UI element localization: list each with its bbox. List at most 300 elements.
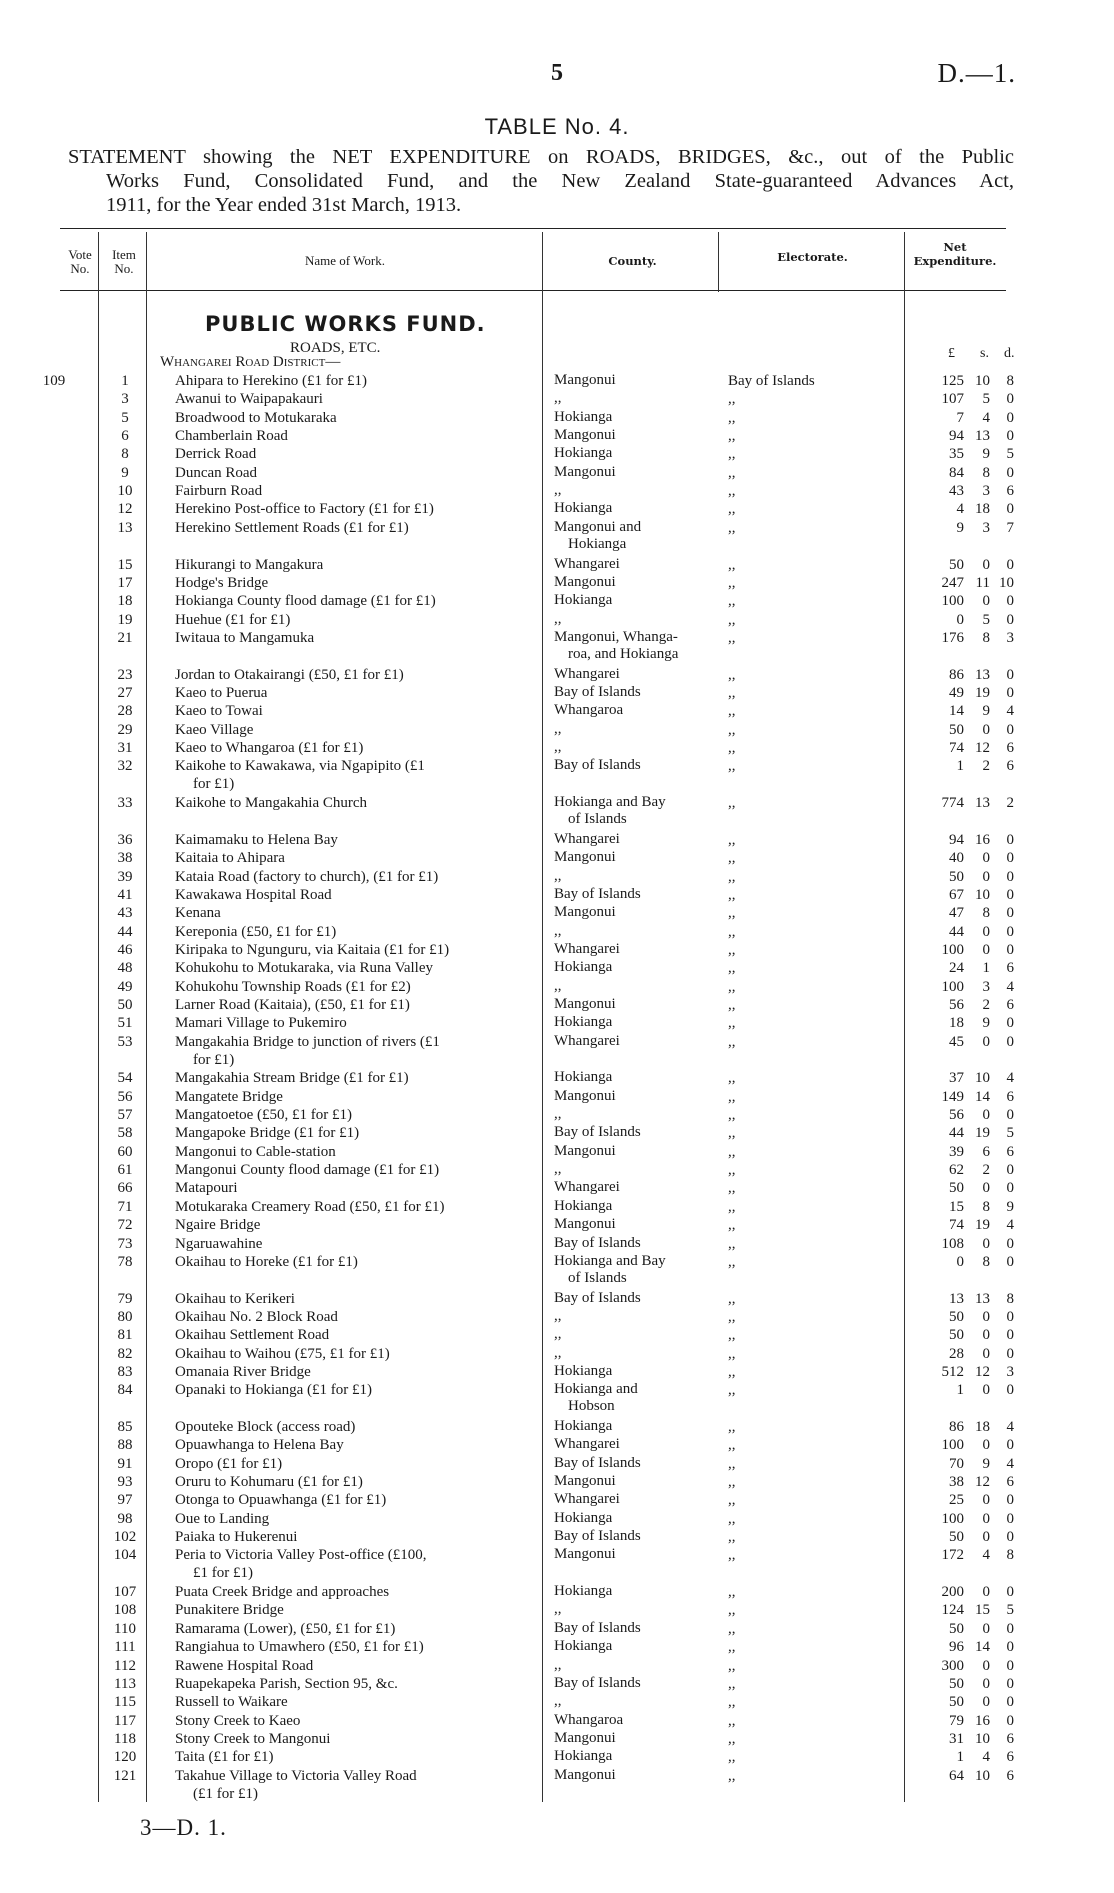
- shillings-value: 5: [982, 611, 990, 628]
- county: [554, 1638, 714, 1655]
- county: [554, 904, 714, 921]
- pence-value: 0: [1006, 1529, 1014, 1545]
- county-text: Bay of Islands: [554, 757, 641, 774]
- county: [554, 757, 714, 774]
- pence-value: 5: [1006, 1602, 1014, 1619]
- pounds-value: 74: [949, 1217, 964, 1234]
- work-name-text: Okaihau No. 2 Block Road: [175, 1308, 338, 1325]
- item-number: 112: [114, 1657, 136, 1674]
- shillings-value: 4: [982, 409, 990, 426]
- pounds-value: 247: [941, 574, 964, 591]
- county-text: Bay of Islands: [554, 684, 641, 700]
- item-number: 54: [117, 1070, 133, 1087]
- pence-value: 0: [1006, 501, 1014, 518]
- pence-value: 5: [1006, 1125, 1014, 1142]
- pounds-value: 24: [949, 960, 964, 977]
- item-number: 91: [117, 1455, 133, 1472]
- item-number: 31: [117, 740, 133, 756]
- item-number: 39: [117, 868, 133, 885]
- county-text: Hokianga: [554, 1014, 613, 1031]
- shillings-value: 0: [982, 1620, 990, 1637]
- county: [554, 1528, 714, 1545]
- item-number: 80: [117, 1308, 133, 1325]
- electorate: ,,: [728, 1694, 736, 1711]
- pence-value: 0: [1006, 666, 1014, 683]
- county: [554, 1308, 714, 1325]
- pounds-value: 70: [949, 1455, 964, 1472]
- county: [554, 592, 714, 609]
- shillings-value: 9: [982, 703, 990, 720]
- item-number: 33: [117, 795, 133, 812]
- shillings-value: 2: [982, 1162, 990, 1179]
- electorate: ,,: [728, 721, 736, 738]
- electorate: ,,: [728, 629, 736, 646]
- pounds-value: 44: [949, 923, 964, 940]
- electorate: ,,: [728, 556, 736, 573]
- item-number: 78: [117, 1253, 133, 1270]
- work-name-text: Derrick Road: [175, 446, 257, 463]
- table-body: [0, 300, 1114, 1810]
- county: [554, 500, 714, 517]
- county-text: ,,: [554, 1106, 562, 1122]
- pence-value: 0: [1006, 428, 1014, 444]
- work-name: [175, 1216, 535, 1234]
- work-name: [175, 1161, 535, 1179]
- pence-value: 0: [1006, 850, 1014, 867]
- pounds-value: 50: [949, 1529, 964, 1545]
- pounds-value: 124: [941, 1602, 964, 1619]
- pounds-value: 47: [949, 905, 964, 922]
- work-name: [175, 1290, 535, 1308]
- pence-value: 0: [1006, 1382, 1014, 1399]
- work-name-text: Hikurangi to Mangakura: [175, 556, 324, 573]
- pounds-value: 108: [941, 1235, 964, 1252]
- item-number: 48: [117, 960, 133, 977]
- electorate: ,,: [728, 1437, 736, 1454]
- pounds-value: 50: [949, 1675, 964, 1692]
- pence-value: 0: [1006, 464, 1014, 481]
- item-number: 53: [117, 1033, 133, 1050]
- work-name: [175, 996, 535, 1014]
- electorate: ,,: [728, 740, 736, 756]
- item-number: 9: [121, 464, 129, 481]
- column-header-county: County.: [608, 254, 657, 268]
- pence-value: 4: [1006, 1455, 1014, 1472]
- county: [554, 886, 714, 903]
- county-text: Hokianga: [554, 1509, 613, 1526]
- county: [554, 556, 714, 573]
- county-text: Mangonui: [554, 372, 616, 388]
- item-number: 83: [117, 1363, 133, 1380]
- electorate: ,,: [728, 795, 736, 812]
- shillings-value: 3: [982, 483, 990, 500]
- work-name: [175, 1106, 535, 1124]
- county-text: ,,: [554, 922, 562, 939]
- item-number: 61: [117, 1162, 133, 1179]
- work-name: [175, 1583, 535, 1601]
- item-number: 28: [117, 703, 133, 720]
- work-name-text: Oue to Landing: [175, 1510, 270, 1527]
- item-number: 117: [114, 1712, 136, 1729]
- pounds-value: 50: [949, 1180, 964, 1197]
- item-number: 82: [117, 1345, 133, 1362]
- pence-value: 0: [1006, 556, 1014, 573]
- document-reference: D.—1.: [937, 58, 1016, 88]
- work-name: [175, 1143, 535, 1161]
- item-number: 51: [117, 1015, 133, 1032]
- shillings-value: 0: [982, 868, 990, 885]
- item-number: 15: [117, 556, 133, 573]
- work-name-text: Oropo (£1 for £1): [175, 1455, 283, 1472]
- electorate: ,,: [728, 1455, 736, 1472]
- shillings-value: 10: [975, 373, 990, 389]
- pounds-value: 43: [949, 483, 964, 500]
- pounds-value: 100: [941, 1510, 964, 1527]
- work-name-text: Mangakahia Stream Bridge (£1 for £1): [175, 1070, 409, 1087]
- county: [554, 1326, 714, 1343]
- work-name-text: Taita (£1 for £1): [175, 1749, 274, 1766]
- item-number: 88: [117, 1437, 133, 1454]
- pence-value: 3: [1006, 629, 1014, 646]
- county-text: Bay of Islands: [554, 1124, 641, 1141]
- county: [554, 1124, 714, 1141]
- electorate: ,,: [728, 1217, 736, 1234]
- shillings-value: 3: [982, 519, 990, 536]
- work-name: [175, 574, 535, 592]
- work-name-text: Ngaruawahine: [175, 1235, 263, 1252]
- item-number: 85: [117, 1419, 133, 1435]
- work-name-text: Motukaraka Creamery Road (£50, £1 for £1): [175, 1198, 445, 1215]
- county: [554, 1198, 714, 1215]
- column-header-vote: Vote No.: [68, 247, 92, 276]
- county-text: Mangonui and: [554, 518, 642, 535]
- shillings-value: 0: [982, 556, 990, 573]
- work-name-text: Kaikohe to Mangakahia Church: [175, 795, 368, 812]
- county: [554, 1088, 714, 1105]
- shillings-value: 9: [982, 446, 990, 463]
- pounds-value: 86: [949, 666, 964, 683]
- item-number: 38: [117, 850, 133, 867]
- pence-value: 0: [1006, 1639, 1014, 1656]
- section-title: PUBLIC WORKS FUND.: [205, 312, 486, 336]
- pence-value: 0: [1006, 905, 1014, 922]
- work-name: [175, 556, 535, 574]
- county: [554, 1436, 714, 1453]
- pence-value: 0: [1006, 868, 1014, 885]
- work-name-text: Okaihau Settlement Road: [175, 1327, 330, 1344]
- pounds-value: 50: [949, 556, 964, 573]
- work-name: [175, 1033, 535, 1069]
- work-name: [175, 1198, 535, 1216]
- column-header-item: Item No.: [112, 247, 136, 276]
- pounds-value: 7: [956, 409, 964, 426]
- pence-value: 0: [1006, 1657, 1014, 1674]
- work-name-text: Stony Creek to Kaeo: [175, 1712, 301, 1729]
- county: [554, 1601, 714, 1618]
- work-name: [175, 1418, 535, 1436]
- county-text: ,,: [554, 1307, 562, 1324]
- county: [554, 629, 714, 663]
- county-continuation: roa, and Hokianga: [568, 645, 679, 662]
- county-text: Whangarei: [554, 665, 620, 682]
- electorate: ,,: [728, 1345, 736, 1362]
- electorate: ,,: [728, 611, 736, 628]
- work-name-text: Opouteke Block (access road): [175, 1419, 356, 1435]
- work-name-text: Kaeo to Towai: [175, 703, 263, 720]
- item-number: 36: [117, 831, 133, 848]
- item-number: 41: [117, 886, 133, 903]
- pounds-value: 50: [949, 1694, 964, 1711]
- pounds-value: 37: [949, 1070, 964, 1087]
- electorate: ,,: [728, 1547, 736, 1564]
- county: [554, 1712, 714, 1729]
- shillings-value: 13: [975, 666, 990, 683]
- pounds-value: 1: [956, 1749, 964, 1766]
- work-name: [175, 1620, 535, 1638]
- item-number: 72: [117, 1217, 133, 1234]
- work-name-text: Mangonui County flood damage (£1 for £1): [175, 1162, 440, 1179]
- county: [554, 831, 714, 848]
- work-name-continuation: (£1 for £1): [193, 1785, 258, 1802]
- shillings-value: 0: [982, 1345, 990, 1362]
- item-number: 93: [117, 1474, 133, 1490]
- work-name: [175, 831, 535, 849]
- pence-value: 6: [1006, 996, 1014, 1013]
- work-name: [175, 1748, 535, 1766]
- shillings-value: 0: [982, 1107, 990, 1123]
- item-number: 60: [117, 1143, 133, 1160]
- pence-value: 7: [1006, 519, 1014, 536]
- shillings-value: 16: [975, 1712, 990, 1729]
- electorate: ,,: [728, 923, 736, 940]
- work-name-text: Oruru to Kohumaru (£1 for £1): [175, 1474, 363, 1490]
- pounds-value: 18: [949, 1015, 964, 1032]
- pounds-value: 4: [956, 501, 964, 518]
- pence-value: 8: [1006, 373, 1014, 389]
- pence-value: 6: [1006, 1088, 1014, 1105]
- pence-value: 0: [1006, 1308, 1014, 1325]
- shillings-value: 13: [975, 795, 990, 812]
- county-text: Mangonui: [554, 1729, 616, 1746]
- statement-line-3: 1911, for the Year ended 31st March, 1913.: [106, 194, 462, 216]
- work-name-text: Jordan to Otakairangi (£50, £1 for £1): [175, 666, 404, 683]
- pounds-value: 774: [941, 795, 964, 812]
- pounds-value: 512: [941, 1363, 964, 1380]
- item-number: 121: [113, 1767, 137, 1784]
- electorate: ,,: [728, 1198, 736, 1215]
- work-name-text: Huehue (£1 for £1): [175, 611, 291, 628]
- shillings-value: 8: [982, 464, 990, 481]
- shillings-value: 12: [975, 1363, 990, 1380]
- pence-value: 4: [1006, 703, 1014, 720]
- electorate: ,,: [728, 1162, 736, 1179]
- county: [554, 1290, 714, 1307]
- work-name: [175, 445, 535, 463]
- shillings-value: 15: [975, 1602, 990, 1619]
- county-text: Whangaroa: [554, 702, 624, 719]
- electorate: ,,: [728, 1730, 736, 1747]
- county: [554, 427, 714, 444]
- shillings-value: 0: [982, 941, 990, 958]
- work-name-text: Larner Road (Kaitaia), (£50, £1 for £1): [175, 996, 410, 1013]
- electorate: ,,: [728, 886, 736, 903]
- electorate: ,,: [728, 1767, 736, 1784]
- shillings-value: 4: [982, 1749, 990, 1766]
- county-text: ,,: [554, 739, 562, 755]
- pence-value: 0: [1006, 593, 1014, 610]
- item-number: 13: [117, 519, 133, 536]
- work-name-text: Kaeo to Puerua: [175, 685, 268, 701]
- item-number: 32: [117, 758, 133, 775]
- county-text: Mangonui: [554, 1473, 616, 1489]
- electorate: ,,: [728, 1675, 736, 1692]
- work-name: [175, 482, 535, 500]
- work-name-text: Kaeo Village: [175, 721, 254, 738]
- pounds-value: 100: [941, 593, 964, 610]
- county-text: Hokianga: [554, 1418, 613, 1434]
- county-text: Hokianga and Bay: [554, 794, 666, 811]
- work-name-text: Herekino Post-office to Factory (£1 for £1): [175, 501, 434, 518]
- work-name-text: Herekino Settlement Roads (£1 for £1): [175, 519, 409, 536]
- county: [554, 1143, 714, 1160]
- pence-value: 0: [1006, 1033, 1014, 1050]
- work-name-text: Hodge's Bridge: [175, 574, 269, 591]
- county-text: Whangarei: [554, 940, 620, 957]
- pounds-value: 40: [949, 850, 964, 867]
- pence-value: 0: [1006, 1327, 1014, 1344]
- shillings-value: 0: [982, 1308, 990, 1325]
- shillings-value: 8: [982, 1198, 990, 1215]
- work-name: [175, 739, 535, 757]
- pounds-value: 86: [949, 1419, 964, 1435]
- county-text: Whangarei: [554, 1436, 620, 1453]
- county: [554, 794, 714, 828]
- work-name: [175, 611, 535, 629]
- pence-value: 0: [1006, 1694, 1014, 1711]
- work-name-text: Mangatoetoe (£50, £1 for £1): [175, 1107, 353, 1123]
- work-name-text: Kaitaia to Ahipara: [175, 850, 285, 867]
- pence-value: 4: [1006, 1217, 1014, 1234]
- item-number: 118: [114, 1730, 136, 1747]
- county: [554, 574, 714, 591]
- electorate: ,,: [728, 850, 736, 867]
- work-name-text: Kereponia (£50, £1 for £1): [175, 923, 337, 940]
- electorate: ,,: [728, 1474, 736, 1490]
- shillings-value: 10: [975, 1767, 990, 1784]
- item-number: 107: [113, 1584, 137, 1601]
- county-text: Hokianga: [554, 445, 613, 462]
- county-text: ,,: [554, 1693, 562, 1710]
- item-number: 84: [117, 1382, 133, 1399]
- work-name: [175, 464, 535, 482]
- work-name: [175, 849, 535, 867]
- electorate: ,,: [728, 685, 736, 701]
- county: [554, 372, 714, 389]
- work-name: [175, 1510, 535, 1528]
- item-number: 49: [117, 978, 133, 995]
- county: [554, 684, 714, 701]
- pounds-value: 31: [949, 1730, 964, 1747]
- electorate: ,,: [728, 1510, 736, 1527]
- county: [554, 739, 714, 756]
- item-number: 23: [117, 666, 133, 683]
- pounds-value: 50: [949, 868, 964, 885]
- pounds-value: 94: [949, 831, 964, 848]
- electorate: ,,: [728, 483, 736, 500]
- work-name: [175, 1069, 535, 1087]
- county-text: Mangonui: [554, 1216, 616, 1233]
- work-name: [175, 1308, 535, 1326]
- shillings-value: 8: [982, 629, 990, 646]
- work-name: [175, 1088, 535, 1106]
- county: [554, 1345, 714, 1362]
- shillings-value: 0: [982, 1529, 990, 1545]
- work-name-text: Chamberlain Road: [175, 428, 288, 444]
- county: [554, 482, 714, 499]
- pence-value: 0: [1006, 721, 1014, 738]
- electorate: ,,: [728, 519, 736, 536]
- shillings-value: 9: [982, 1015, 990, 1032]
- vote-number: 109: [42, 373, 66, 389]
- county-text: Bay of Islands: [554, 1454, 641, 1471]
- county-text: Hokianga: [554, 1069, 613, 1086]
- electorate: ,,: [728, 996, 736, 1013]
- county: [554, 1216, 714, 1233]
- county-text: ,,: [554, 390, 562, 407]
- pounds-value: 0: [956, 611, 964, 628]
- electorate: ,,: [728, 593, 736, 610]
- work-name-text: Stony Creek to Mangonui: [175, 1730, 331, 1747]
- work-name: [175, 1693, 535, 1711]
- shillings-value: 0: [982, 1382, 990, 1399]
- shillings-value: 3: [982, 978, 990, 995]
- shillings-value: 18: [975, 501, 990, 518]
- table-header-rule: [60, 290, 1006, 291]
- electorate: ,,: [728, 941, 736, 958]
- work-name: [175, 1253, 535, 1271]
- item-number: 79: [117, 1290, 133, 1307]
- pence-value: 6: [1006, 758, 1014, 775]
- work-name-text: Kaeo to Whangaroa (£1 for £1): [175, 740, 364, 756]
- shillings-value: 12: [975, 740, 990, 756]
- item-number: 17: [117, 574, 133, 591]
- county-text: Mangonui: [554, 427, 616, 443]
- pounds-value: 149: [941, 1088, 964, 1105]
- county: [554, 390, 714, 407]
- electorate: ,,: [728, 905, 736, 922]
- county: [554, 1730, 714, 1747]
- pounds-value: 28: [949, 1345, 964, 1362]
- work-name: [175, 1014, 535, 1032]
- county-text: Whangarei: [554, 830, 620, 847]
- county-text: Bay of Islands: [554, 1619, 641, 1636]
- pounds-value: 35: [949, 446, 964, 463]
- work-name-text: Ahipara to Herekino (£1 for £1): [175, 373, 368, 389]
- section-subtitle: ROADS, ETC.: [290, 340, 381, 356]
- pounds-value: 56: [949, 996, 964, 1013]
- shillings-value: 16: [975, 831, 990, 848]
- work-name: [175, 1546, 535, 1582]
- work-name-text: Kohukohu Township Roads (£1 for £2): [175, 978, 411, 995]
- work-name: [175, 592, 535, 610]
- work-name-text: Rangiahua to Umawhero (£50, £1 for £1): [175, 1639, 424, 1656]
- county-text: ,,: [554, 977, 562, 994]
- work-name-text: Mangapoke Bridge (£1 for £1): [175, 1125, 360, 1142]
- work-name-text: Opuawhanga to Helena Bay: [175, 1437, 344, 1454]
- county-text: Bay of Islands: [554, 1674, 641, 1691]
- pounds-value: 107: [941, 391, 964, 408]
- county-text: Mangonui: [554, 463, 616, 480]
